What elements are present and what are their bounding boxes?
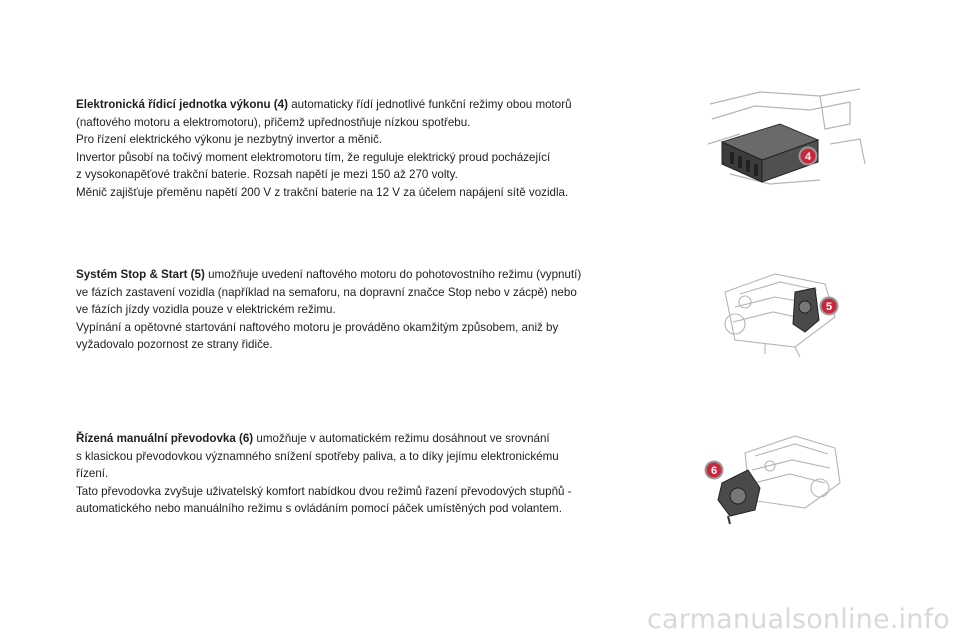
text-line: ve fázích zastavení vozidla (například na semaforu, na dopravní značce Stop nebo v zácpě) nebo (76, 285, 577, 299)
text-line: automatického nebo manuálního režimu s ovládáním pomocí páček umístěných pod volantem. (76, 502, 562, 516)
badge-number: 5 (825, 301, 833, 313)
badge-number: 6 (710, 465, 718, 477)
watermark: carmanualsonline.info (647, 604, 950, 635)
paragraph-line (76, 430, 636, 448)
section-heading: Systém Stop & Start (5) (76, 268, 205, 281)
section-power-control-unit (76, 96, 636, 202)
text-line: Měnič zajišťuje přeměnu napětí 200 V z trakční baterie na 12 V za účelem napájení sítě vozidla. (76, 185, 569, 199)
text-line: s klasickou převodovkou významného snížení spotřeby paliva, a to díky jejímu elektronickému (76, 449, 559, 463)
paragraph-line (76, 96, 636, 114)
text-line: Tato převodovka zvyšuje uživatelský komfort nabídkou dvou režimů řazení převodových stupňů - (76, 484, 572, 498)
section-manual-gearbox (76, 430, 636, 518)
gearbox-component (718, 470, 760, 524)
text-line: (naftového motoru a elektromotoru), přičemž upřednostňuje nízkou spotřebu. (76, 115, 471, 129)
section-heading: Řízená manuální převodovka (6) (76, 432, 254, 445)
engine-starter-illustration (705, 262, 855, 362)
text-line: z vysokonapěťové trakční baterie. Rozsah napětí je mezi 150 až 270 volty. (76, 168, 458, 182)
text-line: ve fázích jízdy vozidla pouze v elektrickém režimu. (76, 303, 336, 317)
text-line: řízení. (76, 467, 109, 481)
section-stop-start (76, 266, 636, 354)
callout-badge (799, 147, 818, 166)
section-heading: Elektronická řídicí jednotka výkonu (4) (76, 98, 288, 111)
paragraph-line (76, 266, 636, 284)
text-line: umožňuje uvedení naftového motoru do pohotovostního režimu (vypnutí) (208, 268, 582, 281)
text-line: vyžadovalo pozornost ze strany řidiče. (76, 338, 273, 352)
callout-badge (820, 297, 839, 316)
engine-gearbox-illustration (700, 428, 850, 528)
text-line: automaticky řídí jednotlivé funkční režimy obou motorů (291, 98, 572, 111)
callout-badge (705, 461, 724, 480)
badge-number: 4 (804, 151, 812, 163)
engine-line-art (745, 436, 840, 508)
text-line: umožňuje v automatickém režimu dosáhnout ve srovnání (256, 432, 550, 445)
starter-component (793, 288, 819, 332)
text-line: Pro řízení elektrického výkonu je nezbytný invertor a měnič. (76, 133, 383, 147)
text-line: Vypínání a opětovné startování naftového motoru je prováděno okamžitým způsobem, aniž by (76, 320, 559, 334)
power-unit-illustration (700, 84, 870, 199)
text-line: Invertor působí na točivý moment elektromotoru tím, že reguluje elektrický proud pocházející (76, 150, 551, 164)
